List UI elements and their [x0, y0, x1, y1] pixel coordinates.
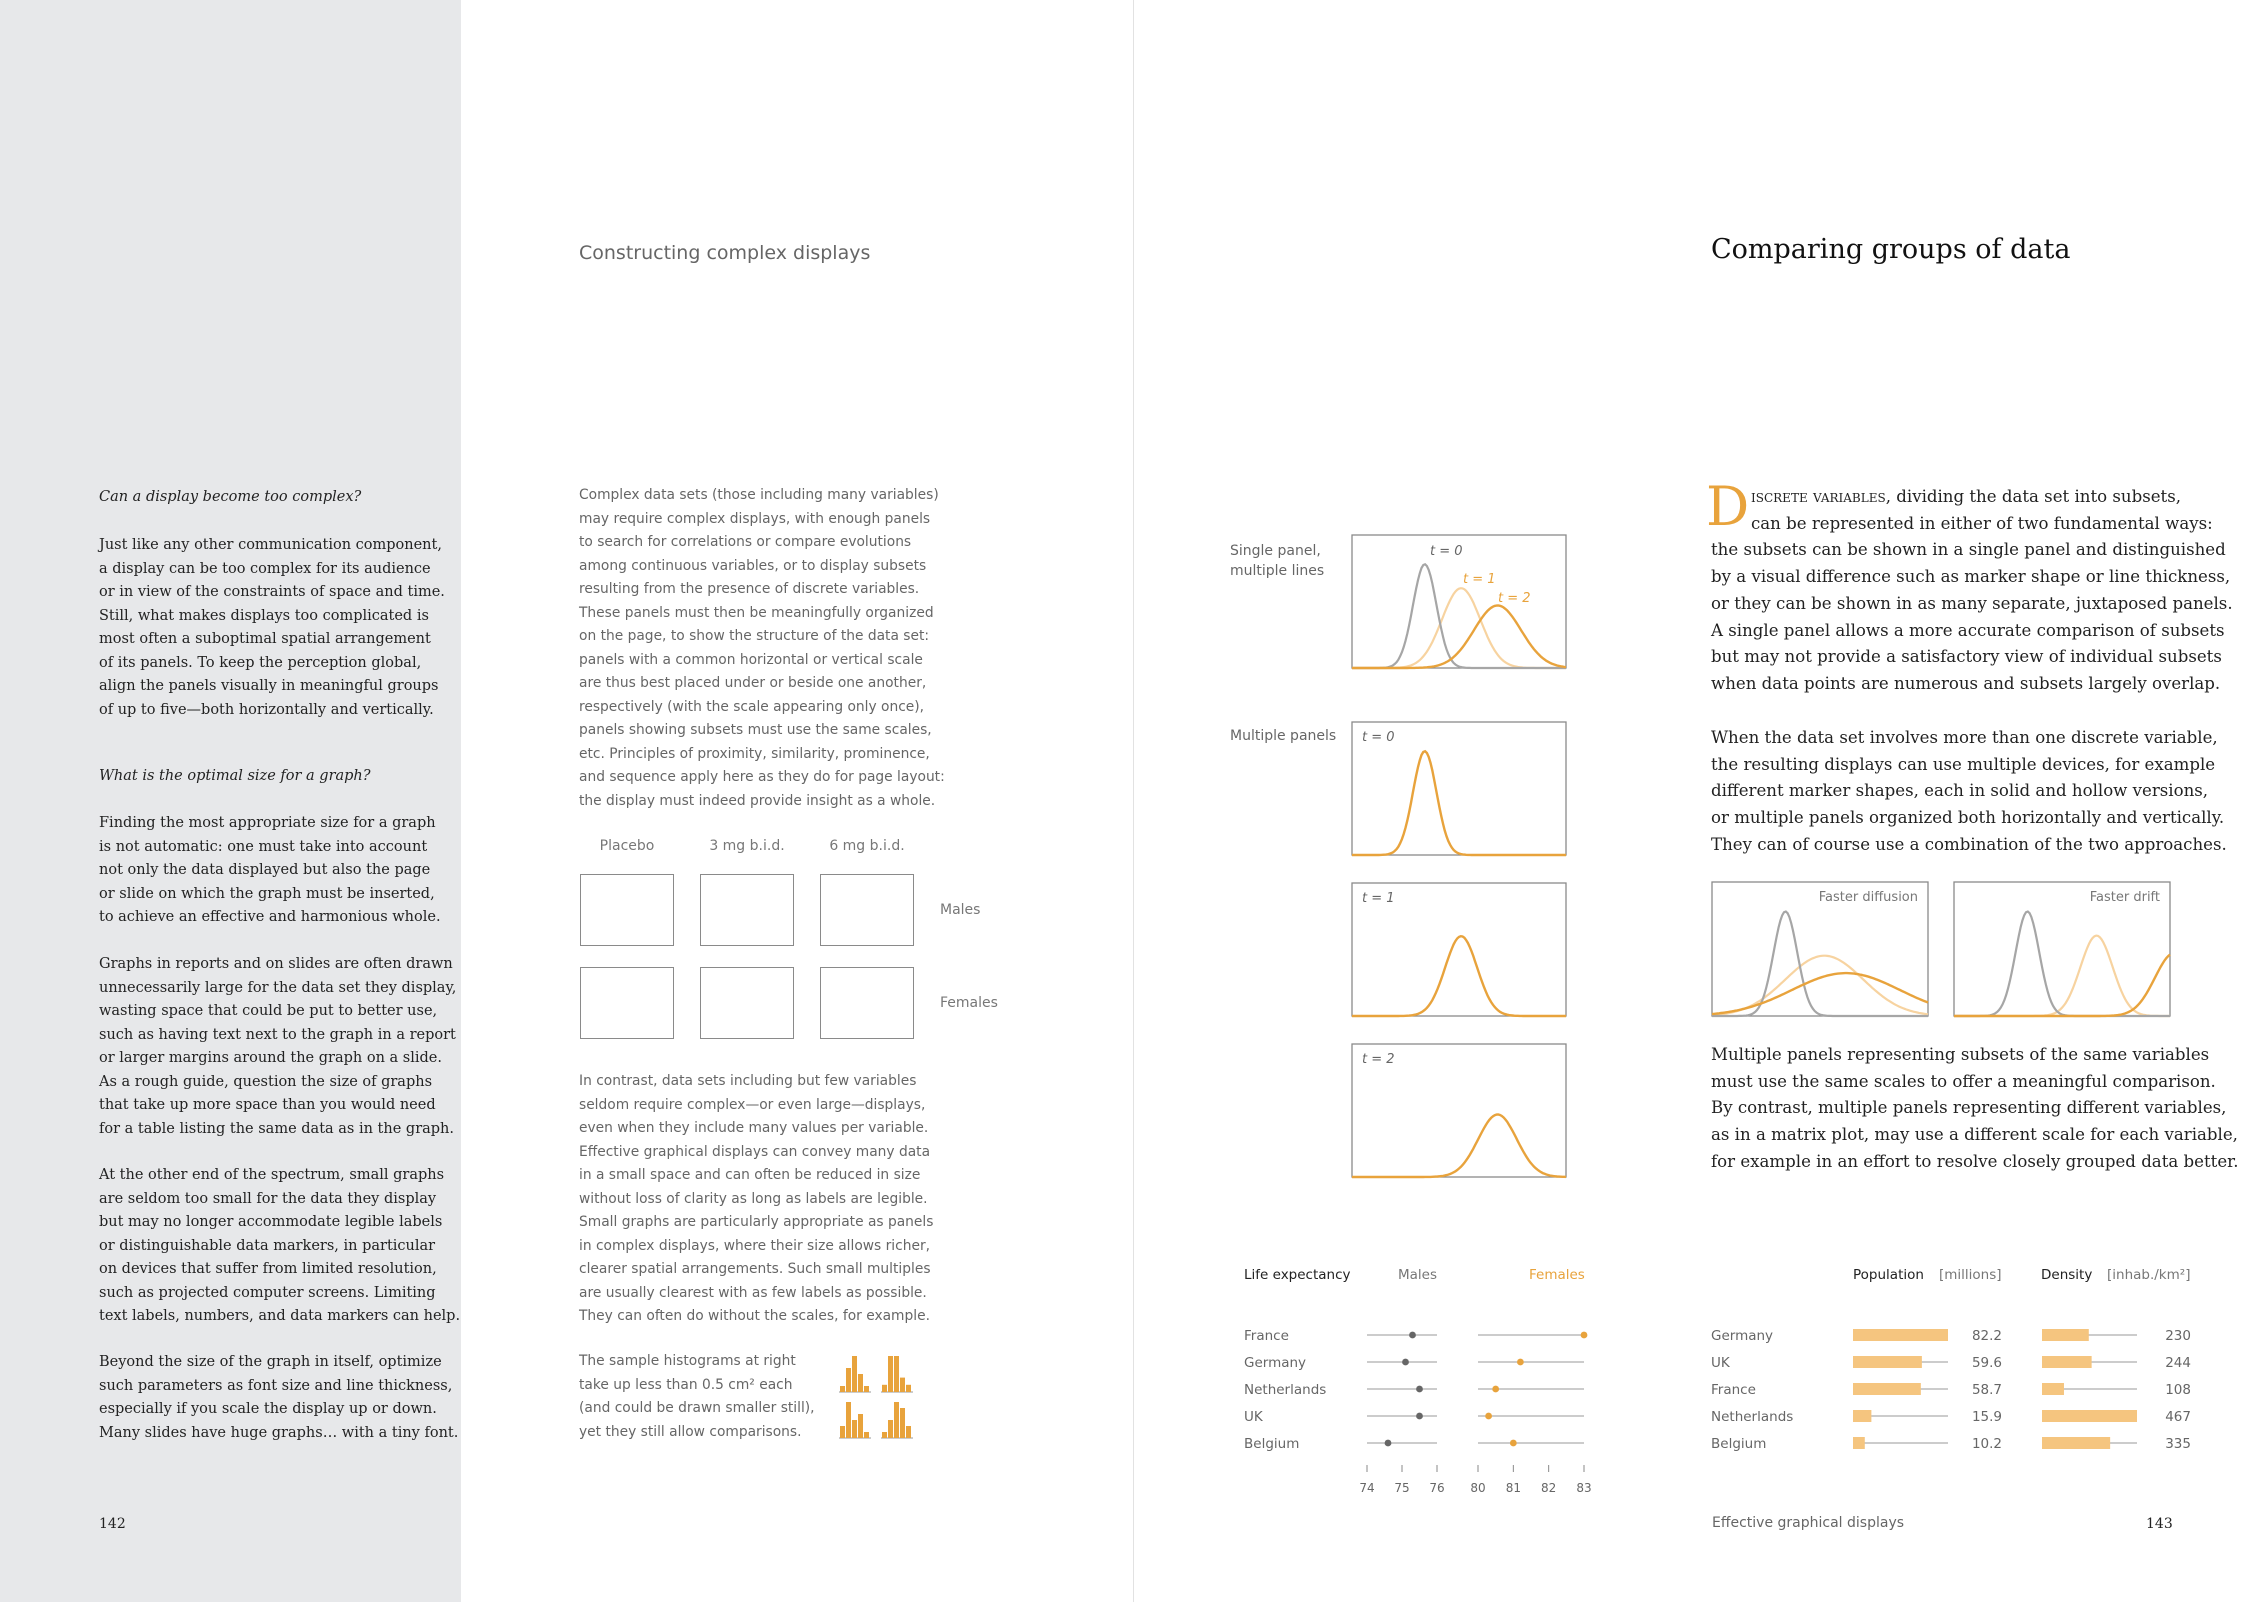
country-label: UK: [1711, 1355, 1730, 1371]
population-bar: [1853, 1437, 1865, 1449]
grid-panel: [700, 874, 794, 946]
histogram-bar: [858, 1414, 863, 1438]
histogram-bar: [888, 1356, 893, 1392]
body-paragraph: When the data set involves more than one discrete variable, the resulting displays can use multiple devices, for example different marker shapes, each in solid and hollow versions, or multiple panels organized both horizontally and vertically. They can of course use a combination of the two approaches.: [1711, 728, 2227, 854]
curve-t1: [1352, 588, 1566, 668]
multiple-panels-label: Multiple panels: [1230, 728, 1337, 744]
density-bar: [2042, 1383, 2064, 1395]
section-title: Constructing complex displays: [579, 242, 871, 264]
tick-label: 76: [1429, 1481, 1445, 1495]
sidebar-question: Can a display become too complex?: [99, 489, 362, 505]
country-label: Belgium: [1711, 1436, 1767, 1452]
population-value: 10.2: [1971, 1436, 2002, 1452]
histogram-bar: [852, 1356, 857, 1392]
density-value: 335: [2165, 1436, 2191, 1452]
page-number-right: 143: [2146, 1516, 2173, 1532]
males-dot: [1402, 1359, 1409, 1366]
legend-females: Females: [1529, 1267, 1585, 1283]
tick-label: 75: [1394, 1481, 1410, 1495]
smallcaps-lead: iscrete variables,: [1751, 487, 1891, 506]
tick-label: 82: [1541, 1481, 1557, 1495]
density-value: 244: [2165, 1355, 2191, 1371]
sample-histograms: [835, 1350, 920, 1442]
distribution-curves-chart: [1350, 530, 1570, 1180]
tick-label: 80: [1470, 1481, 1486, 1495]
population-bar: [1853, 1410, 1871, 1422]
population-value: 15.9: [1971, 1409, 2002, 1425]
diffusion-drift-panels: [1710, 880, 2170, 1020]
country-label: UK: [1244, 1409, 1263, 1425]
sidebar-paragraph: Just like any other communication component, a display can be too complex for its audience or in view of the constraints of space and time. Still, what makes displays too complicated is most often a suboptimal spatial arrangement of its panels. To keep the perception global, align the panels visually in meaningful groups of up to five—both horizontally and vertically.: [99, 537, 445, 718]
page-spine: [1133, 0, 1134, 1602]
histogram-bar: [906, 1426, 911, 1438]
females-dot: [1485, 1413, 1492, 1420]
grid-row-label: Females: [940, 995, 998, 1011]
histogram-bar: [852, 1420, 857, 1438]
histogram-bar: [882, 1432, 887, 1438]
panel-curve: [1352, 1115, 1566, 1178]
population-bar: [1853, 1329, 1948, 1341]
histogram-bar: [846, 1402, 851, 1438]
histogram-paragraph: The sample histograms at right take up less than 0.5 cm² each (and could be drawn smaller still), yet they still allow comparisons.: [579, 1353, 815, 1440]
histogram-bar: [894, 1356, 899, 1392]
density-unit: [inhab./km²]: [2107, 1267, 2191, 1283]
histogram-bar: [840, 1386, 845, 1392]
histogram-bar: [864, 1386, 869, 1392]
body-paragraph: Complex data sets (those including many variables) may require complex displays, with enough panels to search for correlations or compare evolutions among continuous variables, or to display subsets resulting from the presence of discrete variables. These panels must then be meaningfully organized on the page, to show the structure of the data set: panels with a common horizontal or vertical scale are thus best placed under or beside one another, respectively (with the scale appearing only once), panels showing subsets must use the same scales, etc. Principles of proximity, similarity, prominence, and sequence apply here as they do for page layout: the display must indeed provide insight as a whole.: [579, 487, 945, 809]
density-value: 467: [2165, 1409, 2191, 1425]
density-bar: [2042, 1437, 2110, 1449]
drop-cap: D: [1706, 475, 1750, 538]
drift-curve-t0: [1954, 912, 2170, 1017]
females-dot: [1517, 1359, 1524, 1366]
life-expectancy-chart: [1225, 1255, 1595, 1495]
histogram-bar: [906, 1385, 911, 1392]
grid-panel: [820, 967, 914, 1039]
grid-panel: [580, 967, 674, 1039]
body-paragraph: Multiple panels representing subsets of the same variables must use the same scales to offer a meaningful comparison. By contrast, multiple panels representing different variables, as in a matrix plot, may use a different scale for each variable, for example in an effort to resolve closely grouped data better.: [1711, 1045, 2239, 1171]
grid-row-label: Males: [940, 902, 981, 918]
country-label: Netherlands: [1244, 1382, 1327, 1398]
grid-column-label: 3 mg b.i.d.: [709, 838, 785, 854]
histogram-bar: [864, 1432, 869, 1438]
tick-label: 74: [1359, 1481, 1375, 1495]
country-label: France: [1711, 1382, 1756, 1398]
density-title: Density: [2041, 1267, 2093, 1283]
label-t0: t = 0: [1430, 544, 1463, 559]
diffusion-curve-t0: [1712, 912, 1928, 1017]
males-dot: [1385, 1440, 1392, 1447]
sidebar-question: What is the optimal size for a graph?: [99, 768, 371, 784]
sidebar-paragraph: Finding the most appropriate size for a graph is not automatic: one must take into account not only the data displayed but also the page or slide on which the graph must be inserted, to achieve an effective and harmonious whole.: [99, 815, 441, 925]
country-label: Germany: [1711, 1328, 1774, 1344]
density-bar: [2042, 1356, 2092, 1368]
body-paragraph: iscrete variables, dividing the data set into subsets, can be represented in either of two fundamental ways: the subsets can be shown in a single panel and distinguished by a visual difference such as marker shape or line thickness, or they can be shown in as many separate, juxtaposed panels. A single panel allows a more accurate comparison of subsets but may not provide a satisfactory view of individual subsets when data points are numerous and subsets largely overlap.: [1711, 487, 2233, 693]
density-value: 230: [2165, 1328, 2191, 1344]
population-value: 82.2: [1971, 1328, 2002, 1344]
grid-column-label: Placebo: [599, 838, 655, 854]
population-value: 58.7: [1971, 1382, 2002, 1398]
label-t2: t = 2: [1498, 591, 1531, 606]
grid-panel: [820, 874, 914, 946]
country-label: Netherlands: [1711, 1409, 1794, 1425]
histogram-bar: [888, 1420, 893, 1438]
chart-title: Life expectancy: [1244, 1267, 1351, 1283]
histogram-bar: [840, 1426, 845, 1438]
females-dot: [1492, 1386, 1499, 1393]
grid-panel: [700, 967, 794, 1039]
diffusion-curve-t1: [1712, 956, 1928, 1015]
footer-title: Effective graphical displays: [1712, 1515, 1905, 1531]
tick-label: 83: [1576, 1481, 1592, 1495]
population-title: Population: [1853, 1267, 1924, 1283]
density-bar: [2042, 1329, 2089, 1341]
density-bar: [2042, 1410, 2137, 1422]
panel-label: t = 0: [1362, 730, 1395, 745]
histogram-bar: [900, 1408, 905, 1438]
histogram-bar: [858, 1374, 863, 1392]
single-panel-label: Single panel, multiple lines: [1230, 543, 1325, 579]
density-value: 108: [2165, 1382, 2191, 1398]
diffusion-curve-t2: [1712, 973, 1928, 1014]
histogram-bar: [846, 1368, 851, 1392]
population-bar: [1853, 1383, 1921, 1395]
sidebar-paragraph: At the other end of the spectrum, small graphs are seldom too small for the data they display but may no longer accommodate legible labels or distinguishable data markers, in particular on devices that suffer from limited resolution, such as projected computer screens. Limiting text labels, numbers, and data markers can help.: [99, 1167, 461, 1324]
page-number-left: 142: [99, 1516, 126, 1532]
tick-label: 81: [1505, 1481, 1521, 1495]
females-dot: [1510, 1440, 1517, 1447]
population-density-chart: [1705, 1255, 2191, 1455]
label-t1: t = 1: [1463, 572, 1496, 587]
country-label: Germany: [1244, 1355, 1307, 1371]
males-dot: [1416, 1386, 1423, 1393]
legend-males: Males: [1398, 1267, 1438, 1283]
panel-label: t = 1: [1362, 891, 1395, 906]
histogram-bar: [882, 1385, 887, 1392]
females-dot: [1581, 1332, 1588, 1339]
panel-curve: [1352, 751, 1566, 855]
page-title: Comparing groups of data: [1711, 234, 2071, 265]
panel-title: Faster drift: [2089, 890, 2160, 905]
sidebar-paragraph: Graphs in reports and on slides are often drawn unnecessarily large for the data set they display, wasting space that could be put to better use, such as having text next to the graph in a report or larger margins around the graph on a slide. As a rough guide, question the size of graphs that take up more space than you would need for a table listing the same data as in the graph.: [99, 956, 457, 1137]
panel-curve: [1352, 936, 1566, 1016]
country-label: France: [1244, 1328, 1289, 1344]
males-dot: [1409, 1332, 1416, 1339]
histogram-bar: [894, 1402, 899, 1438]
curve-t2: [1352, 606, 1566, 669]
grid-column-label: 6 mg b.i.d.: [829, 838, 905, 854]
population-unit: [millions]: [1939, 1267, 2002, 1283]
population-value: 59.6: [1971, 1355, 2002, 1371]
panel-label: t = 2: [1362, 1052, 1395, 1067]
population-bar: [1853, 1356, 1922, 1368]
grid-panel: [580, 874, 674, 946]
panel-title: Faster diffusion: [1818, 890, 1918, 905]
males-dot: [1416, 1413, 1423, 1420]
country-label: Belgium: [1244, 1436, 1300, 1452]
body-paragraph: In contrast, data sets including but few variables seldom require complex—or even large—displays, even when they include many values per variable. Effective graphical displays can convey many data in a small space and can often be reduced in size without loss of clarity as long as labels are legible. Small graphs are particularly appropriate as panels in complex displays, where their size allows richer, clearer spatial arrangements. Such small multiples are usually clearest with as few labels as possible. They can often do without the scales, for example.: [579, 1073, 934, 1324]
histogram-bar: [900, 1378, 905, 1392]
sidebar-paragraph: Beyond the size of the graph in itself, optimize such parameters as font size and line thickness, especially if you scale the display up or down. Many slides have huge graphs… with a tiny font.: [99, 1354, 459, 1441]
